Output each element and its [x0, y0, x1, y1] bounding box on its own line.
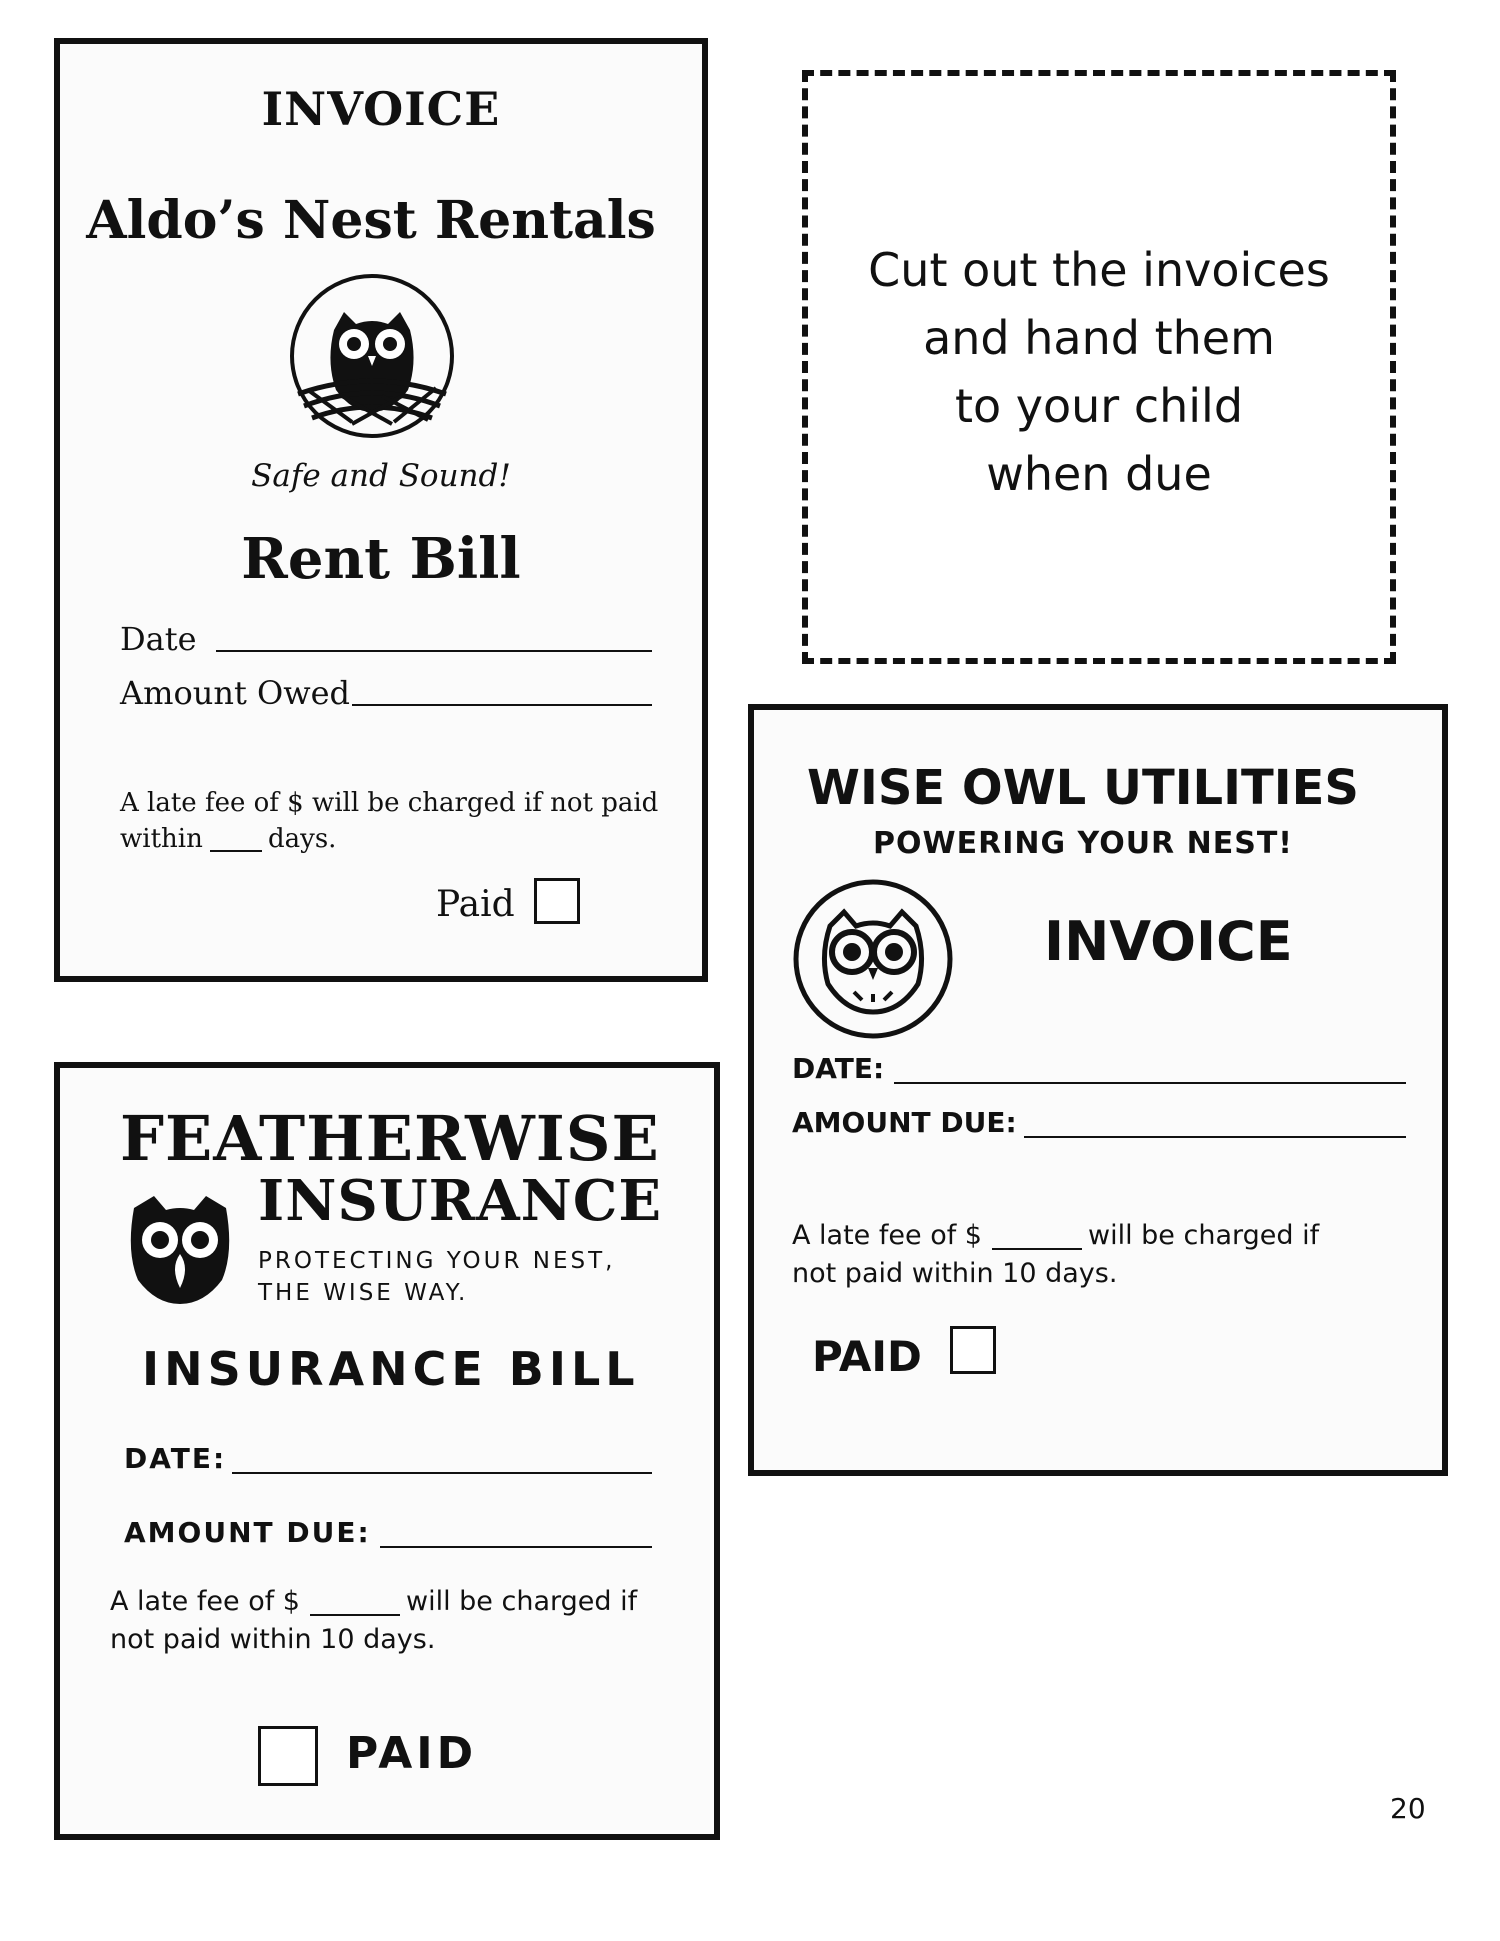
- rent-bill-title: Rent Bill: [241, 526, 521, 592]
- utilities-company-name: WISE OWL UTILITIES: [807, 760, 1359, 816]
- note-line-1: Cut out the invoices: [868, 243, 1330, 297]
- insurance-paid-checkbox[interactable]: [258, 1726, 318, 1786]
- insurance-late-fee-b: will be charged if: [406, 1586, 638, 1617]
- utilities-late-fee-line2: not paid within 10 days.: [792, 1258, 1118, 1289]
- utilities-amount-label: AMOUNT DUE:: [792, 1106, 1017, 1139]
- rent-tagline: Safe and Sound!: [251, 458, 511, 494]
- owl-in-nest-icon: [282, 272, 462, 452]
- rent-days-line[interactable]: [210, 850, 262, 852]
- insurance-date-line[interactable]: [232, 1472, 652, 1474]
- insurance-bill-title: INSURANCE BILL: [142, 1342, 640, 1396]
- insurance-paid-label: PAID: [346, 1728, 478, 1779]
- rent-invoice-header: INVOICE: [261, 82, 501, 136]
- utilities-date-label: DATE:: [792, 1052, 885, 1085]
- rent-invoice-card: [54, 38, 708, 982]
- insurance-tagline-line1: PROTECTING YOUR NEST,: [258, 1248, 616, 1274]
- page-number: 20: [1390, 1792, 1426, 1825]
- insurance-invoice-card: [54, 1062, 720, 1840]
- utilities-paid-checkbox[interactable]: [950, 1326, 996, 1374]
- insurance-tagline-line2: THE WISE WAY.: [258, 1280, 469, 1306]
- insurance-company-line1: FEATHERWISE: [120, 1102, 660, 1175]
- owl-icon: [126, 1192, 234, 1308]
- note-line-2: and hand them: [923, 311, 1275, 365]
- instruction-note: [802, 70, 1396, 664]
- insurance-company-line2: INSURANCE: [258, 1168, 663, 1234]
- utilities-late-fee-b: will be charged if: [1088, 1220, 1320, 1251]
- insurance-late-fee-line2: not paid within 10 days.: [110, 1624, 436, 1655]
- owl-face-icon: [790, 876, 956, 1042]
- utilities-tagline: POWERING YOUR NEST!: [873, 826, 1293, 861]
- rent-paid-label: Paid: [436, 884, 515, 925]
- rent-amount-label: Amount Owed: [120, 674, 351, 712]
- rent-amount-line[interactable]: [352, 704, 652, 706]
- rent-date-line[interactable]: [216, 650, 652, 652]
- insurance-late-fee-a: A late fee of $: [110, 1586, 300, 1617]
- utilities-late-fee-line[interactable]: [992, 1248, 1082, 1250]
- note-line-4: when due: [986, 447, 1212, 501]
- insurance-late-fee-line[interactable]: [310, 1614, 400, 1616]
- utilities-amount-line[interactable]: [1024, 1136, 1406, 1138]
- insurance-amount-line[interactable]: [380, 1546, 652, 1548]
- rent-late-fee-text: A late fee of $ will be charged if not paid: [120, 788, 659, 818]
- insurance-date-label: DATE:: [124, 1442, 227, 1475]
- utilities-invoice-card: [748, 704, 1448, 1476]
- rent-paid-checkbox[interactable]: [534, 878, 580, 924]
- note-line-3: to your child: [954, 379, 1244, 433]
- utilities-paid-label: PAID: [812, 1332, 922, 1381]
- utilities-late-fee-a: A late fee of $: [792, 1220, 982, 1251]
- rent-late-fee-days: days.: [268, 824, 337, 854]
- utilities-date-line[interactable]: [894, 1082, 1406, 1084]
- rent-date-label: Date: [120, 620, 197, 658]
- insurance-amount-label: AMOUNT DUE:: [124, 1516, 371, 1549]
- rent-late-fee-within: within: [120, 824, 203, 854]
- utilities-invoice-header: INVOICE: [1044, 910, 1293, 973]
- rent-company-name: Aldo’s Nest Rentals: [86, 190, 656, 251]
